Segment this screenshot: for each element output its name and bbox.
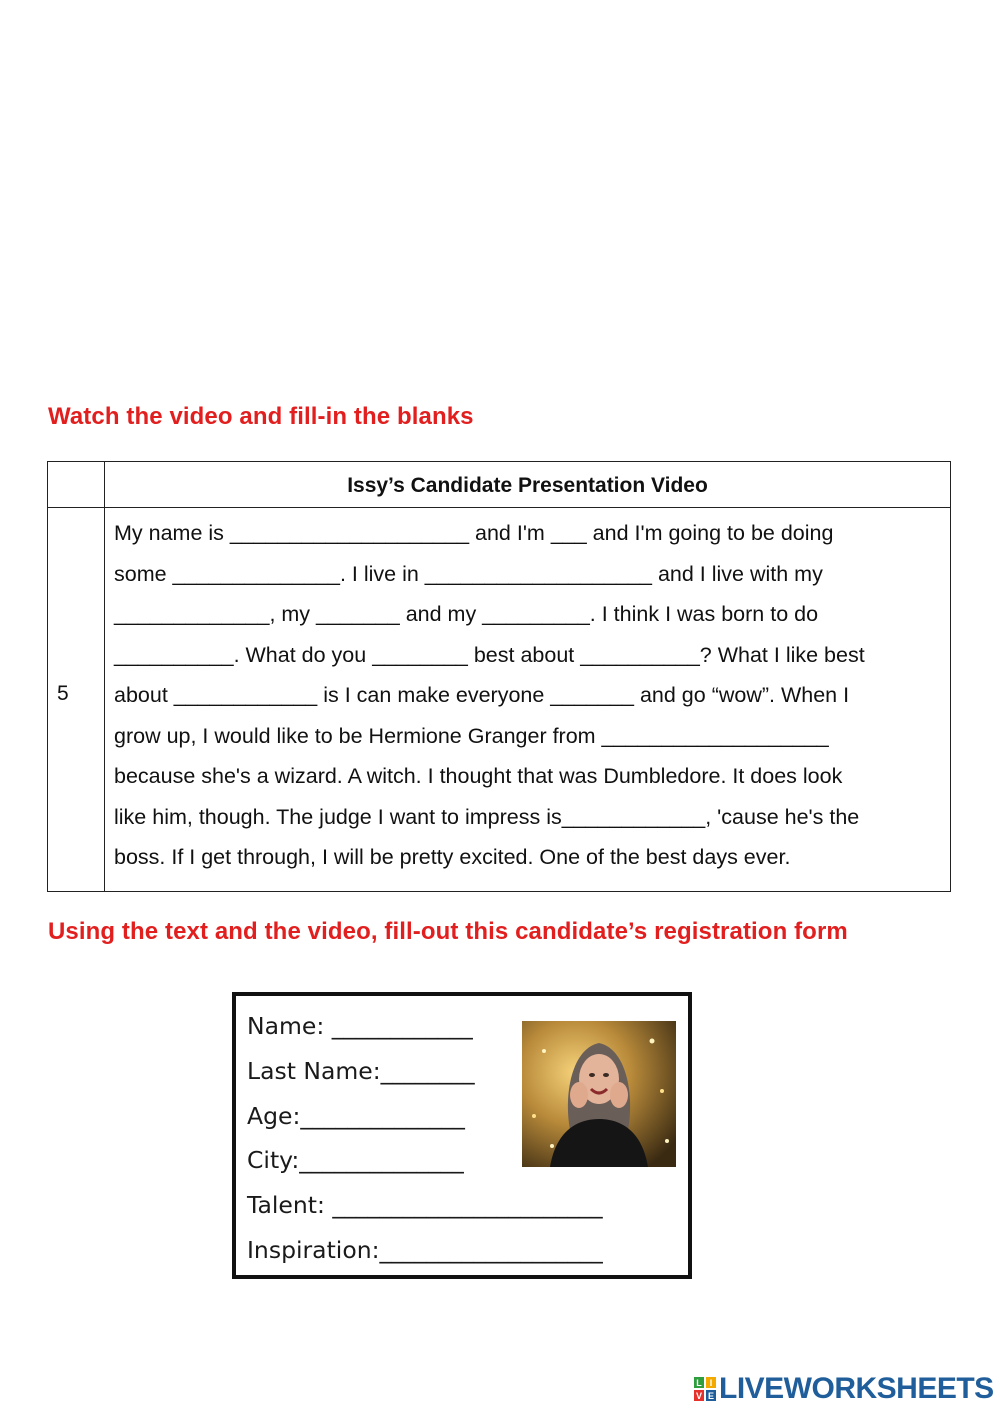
row-number: 5: [57, 682, 69, 705]
passage-line: boss. If I get through, I will be pretty excited. One of the best days ever.: [114, 845, 791, 869]
table-column-divider: [104, 462, 105, 891]
logo-brand-text: LIVEWORKSHEETS: [719, 1372, 994, 1405]
table-title: Issy’s Candidate Presentation Video: [347, 474, 708, 497]
registration-form-card: [232, 992, 692, 1279]
passage-line: because she's a wizard. A witch. I thought that was Dumbledore. It does look: [114, 764, 843, 788]
table-row-divider: [48, 507, 950, 508]
svg-text:L: L: [696, 1378, 702, 1388]
svg-text:V: V: [695, 1391, 703, 1401]
form-instruction-heading: Using the text and the video, fill-out this candidate’s registration form: [48, 918, 848, 945]
inspiration-field: Inspiration:___________________: [247, 1235, 603, 1264]
fill-in-table: [47, 461, 951, 892]
candidate-photo: [522, 1021, 676, 1167]
liveworksheets-logo: [694, 1372, 994, 1406]
talent-field: Talent: _______________________: [247, 1191, 603, 1220]
svg-text:I: I: [709, 1378, 713, 1388]
name-field: Name: ____________: [247, 1012, 473, 1040]
passage-line: __________. What do you ________ best about __________? What I like best: [114, 642, 865, 667]
passage-line: about ____________ is I can make everyone _______ and go “wow”. When I: [114, 683, 850, 707]
last-name-field: Last Name:________: [247, 1056, 475, 1085]
liveworksheets-logo-icon: [694, 1377, 716, 1401]
city-field: City:______________: [247, 1146, 464, 1175]
svg-text:E: E: [707, 1391, 715, 1401]
age-field: Age:______________: [247, 1101, 465, 1130]
passage-text: [114, 513, 949, 878]
passage-line: grow up, I would like to be Hermione Granger from ___________________: [114, 723, 829, 748]
passage-line: _____________, my _______ and my _________. I think I was born to do: [114, 602, 819, 626]
passage-line: some ______________. I live in ___________________ and I live with my: [114, 561, 823, 586]
exercise-instruction-heading: Watch the video and fill-in the blanks: [48, 403, 474, 430]
passage-line: My name is ____________________ and I'm ___ and I'm going to be doing: [114, 521, 834, 545]
passage-line: like him, though. The judge I want to impress is____________, 'cause he's the: [114, 804, 860, 829]
